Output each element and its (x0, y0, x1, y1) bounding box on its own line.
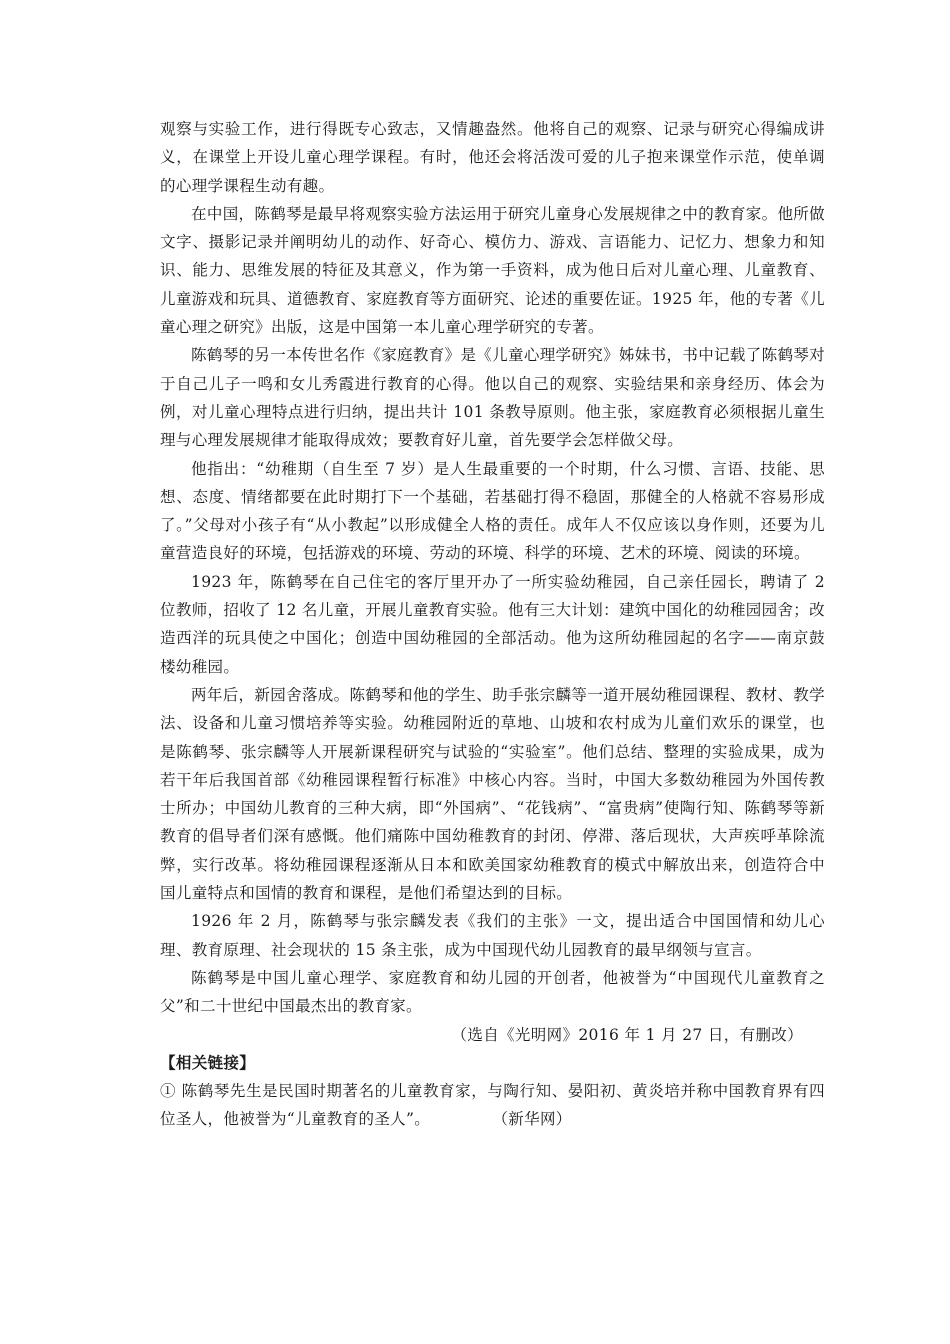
related-link-source: （新华网） (500, 1110, 572, 1129)
related-link-item (160, 1077, 825, 1134)
paragraph-7: 1926 年 2 月，陈鹤琴与张宗麟发表《我们的主张》一文，提出适合中国国情和幼儿心理、教育原理、社会现状的 15 条主张，成为中国现代幼儿园教育的最早纲领与宣言。 (160, 912, 825, 959)
related-links-heading: 【相关链接】 (160, 1052, 256, 1072)
paragraph-6: 两年后，新园舍落成。陈鹤琴和他的学生、助手张宗麟等一道开展幼稚园课程、教材、教学法、设备和儿童习惯培养等实验。幼稚园附近的草地、山坡和农村成为儿童们欢乐的课堂，也是陈鹤琴、张宗麟等人开展新课程研究与试验的“实验室”。他们总结、整理的实验成果，成为若干年后我国首部《幼稚园课程暂行标准》中核心内容。当时，中国大多数幼稚园为外国传教士所办；中国幼儿教育的三种大病，即“外国病”、“花钱病”、“富贵病”使陶行知、陈鹤琴等新教育的倡导者们深有感慨。他们痛陈中国幼稚教育的封闭、停滞、落后现状，大声疾呼革除流弊，实行改革。将幼稚园课程逐渐从日本和欧美国家幼稚教育的模式中解放出来，创造符合中国儿童特点和国情的教育和课程，是他们希望达到的目标。 (160, 685, 826, 903)
article-source: （选自《光明网》2016 年 1 月 27 日，有删改） (451, 1025, 803, 1044)
paragraph-5: 1923 年，陈鹤琴在自己住宅的客厅里开办了一所实验幼稚园，自己亲任园长，聘请了 2 位教师，招收了 12 名儿童，开展儿童教育实验。他有三大计划：建筑中国化的幼稚园园舍；改造西洋的玩具使之中国化；创造中国幼稚园的全部活动。他为这所幼稚园起的名字——南京鼓楼幼稚园。 (160, 572, 825, 676)
paragraph-8: 陈鹤琴是中国儿童心理学、家庭教育和幼儿园的开创者，他被誉为“中国现代儿童教育之父”和二十世纪中国最杰出的教育家。 (160, 968, 825, 1016)
paragraph-3: 陈鹤琴的另一本传世名作《家庭教育》是《儿童心理学研究》姊妹书，书中记载了陈鹤琴对于自己儿子一鸣和女儿秀霞进行教育的心得。他以自己的观察、实验结果和亲身经历、体会为例，对儿童心理特点进行归纳，提出共计 101 条教导原则。他主张，家庭教育必须根据儿童生理与心理发展规律才能取得成效；要教育好儿童，首先要学会怎样做父母。 (160, 346, 826, 450)
related-link-text: ① 陈鹤琴先生是民国时期著名的儿童教育家，与陶行知、晏阳初、黄炎培并称中国教育界有四位圣人，他被誉为“儿童教育的圣人”。 (160, 1082, 825, 1129)
paragraph-4: 他指出：“幼稚期（自生至 7 岁）是人生最重要的一个时期，什么习惯、言语、技能、思想、态度、情绪都要在此时期打下一个基础，若基础打得不稳固，那健全的人格就不容易形成了。”父母对小孩子有“从小教起”以形成健全人格的责任。成年人不仅应该以身作则，还要为儿童营造良好的环境，包括游戏的环境、劳动的环境、科学的环境、艺术的环境、阅读的环境。 (160, 459, 825, 563)
document-page (160, 115, 825, 1134)
paragraph-1: 观察与实验工作，进行得既专心致志，又情趣盎然。他将自己的观察、记录与研究心得编成讲义，在课堂上开设儿童心理学课程。有时，他还会将活泼可爱的儿子抱来课堂作示范，使单调的心理学课程生动有趣。 (160, 120, 825, 195)
paragraph-2: 在中国，陈鹤琴是最早将观察实验方法运用于研究儿童身心发展规律之中的教育家。他所做文字、摄影记录并阐明幼儿的动作、好奇心、模仿力、游戏、言语能力、记忆力、想象力和知识、能力、思维发展的特征及其意义，作为第一手资料，成为他日后对儿童心理、儿童教育、儿童游戏和玩具、道德教育、家庭教育等方面研究、论述的重要佐证。1925 年，他的专著《儿童心理之研究》出版，这是中国第一本儿童心理学研究的专著。 (160, 204, 826, 337)
